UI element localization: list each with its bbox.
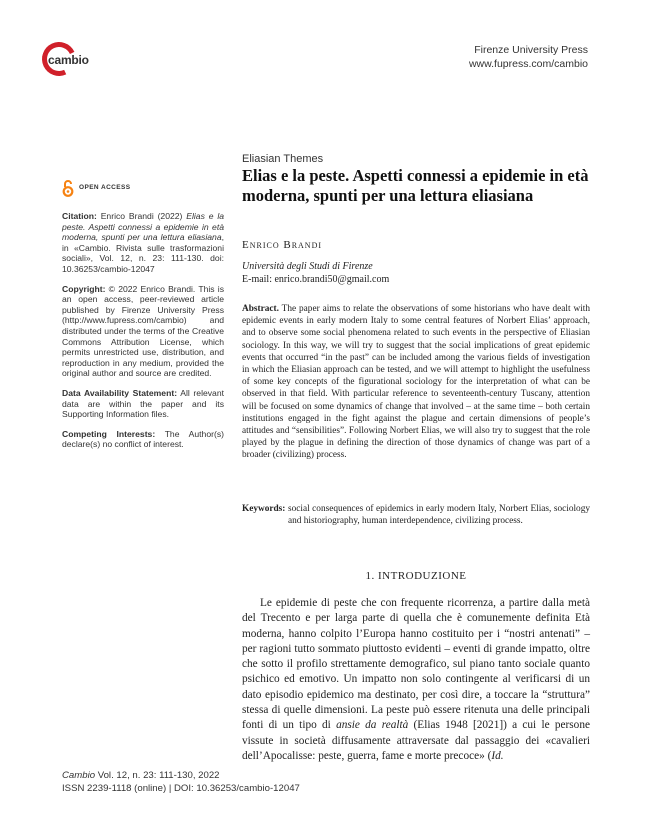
citation-title: Elias e la peste. Aspetti connessi a epidemie in età moderna, spunti per una lettura eliasiana [62, 211, 225, 243]
footer-journal: Cambio [62, 770, 96, 781]
open-access-badge [62, 180, 224, 197]
citation-block [62, 211, 224, 275]
keywords-label: Keywords: [242, 504, 286, 514]
body-text-2: (Elias 1948 [2021]) a cui le persone vissute in società diffusamente attraversate dal passaggio dei «cavalieri dell’Apocalisse: peste, guerra, fame e morte precoce» ( [242, 719, 590, 762]
copyright-text: © 2022 Enrico Brandi. This is an open access, peer-reviewed article published by Firenze University Press (http://www.fupress.com/cambio) and distributed under the terms of the Creative Commons Attribution License, which permits unrestricted use, distribution, and reproduction in any medium, provided the original author and source are credited. [62, 283, 224, 379]
competing-interests-block [62, 429, 224, 450]
footer-citation [62, 770, 300, 783]
sidebar [62, 180, 224, 459]
open-access-label: OPEN ACCESS [79, 184, 131, 192]
competing-interests-label: Competing Interests: [62, 428, 156, 439]
section-heading: 1. INTRODUZIONE [365, 570, 467, 582]
citation-label: Citation: [62, 211, 97, 221]
page-footer [62, 770, 300, 795]
body-italic-phrase: ansie da realtà [336, 719, 409, 732]
abstract [242, 303, 590, 462]
citation-author: Enrico Brandi (2022) [100, 211, 183, 221]
publisher-info [469, 43, 588, 71]
section-label: Eliasian Themes [242, 153, 324, 165]
author-name: Enrico Brandi [242, 239, 323, 251]
data-availability-label: Data Availability Statement: [62, 387, 178, 398]
data-availability-text: All relevant data are within the paper and its Supporting Information files. [62, 387, 224, 420]
data-availability-block [62, 388, 224, 420]
keywords [242, 503, 590, 527]
body-paragraph [242, 596, 590, 764]
press-name: Firenze University Press [474, 44, 588, 56]
body-text-1: Le epidemie di peste che con frequente ricorrenza, a partire dalla metà del Trecento e per larga parte di quella che è comunemente definita Età moderna, hanno colpito l’Europa hanno costituito per i “nostri antenati” – per ragioni tutto sommato piuttosto evidenti – eventi di grande impatto, oltre che sotto il profilo strettamente demografico, sul piano tanto sociale quanto psichico ed emotivo. Un impatto non solo contingente al verificarsi di un dato episodio epidemico ma destinato, per così dire, a toccare la “struttura” stessa di quelle dimensioni. La peste può essere ritenuta una delle principali fonti di un tipo di [242, 597, 590, 732]
competing-interests-text: The Author(s) declare(s) no conflict of interest. [62, 428, 224, 450]
article-title: Elias e la peste. Aspetti connessi a epidemie in età moderna, spunti per una lettura eliasiana [242, 166, 589, 205]
copyright-label: Copyright: [62, 283, 106, 294]
footer-volume: Vol. 12, n. 23: 111-130, 2022 [95, 770, 220, 781]
copyright-block [62, 284, 224, 379]
body-italic-ref: Id. [491, 749, 504, 762]
open-access-icon [62, 180, 74, 197]
affiliation: Università degli Studi di Firenze [242, 261, 373, 272]
abstract-label: Abstract. [242, 304, 279, 314]
logo-text: cambio [48, 53, 89, 67]
press-url[interactable]: www.fupress.com/cambio [468, 58, 588, 70]
keywords-text: social consequences of epidemics in early modern Italy, Norbert Elias, sociology and historiography, human interdependence, civilizing process. [288, 504, 590, 527]
footer-issn: ISSN 2239-1118 (online) | DOI: 10.36253/cambio-12047 [62, 782, 300, 794]
author-email[interactable]: E-mail: enrico.brandi50@gmail.com [242, 274, 390, 285]
cambio-logo [40, 42, 108, 82]
abstract-text: The paper aims to relate the observations of some historians who have dealt with epidemic events in early modern Italy to some central features of Norbert Elias’ approach, and to observe some social phenomena related to such events in the perspective of Eliasian sociology. In this way, we will try to suggest that the social implications of great epidemic events that occurred “in the past” can be included among the various fields of investigation in which the Eliasian approach can be tested, and we will attempt to highlight the usefulness of some key concepts of the figurational sociology for the interpretation of what can be observed in that field. With particular reference to seventeenth-century Tuscany, attention will be focused on some dynamics of change that involved – at the same time – both certain institutions engaged in the fight against the plague and certain dimensions of people’s attitudes and “sensibilities”. Following Norbert Elias, we will also try to suggest that the role played by the plague in defining the direction of those dynamics of change was part of a broader (civilizing) process. [242, 304, 591, 461]
author-affiliation-block [242, 260, 389, 286]
citation-details: , in «Cambio. Rivista sulle trasformazioni sociali», Vol. 12, n. 23: 111-130. doi: 10.36253/cambio-12047 [62, 232, 224, 274]
